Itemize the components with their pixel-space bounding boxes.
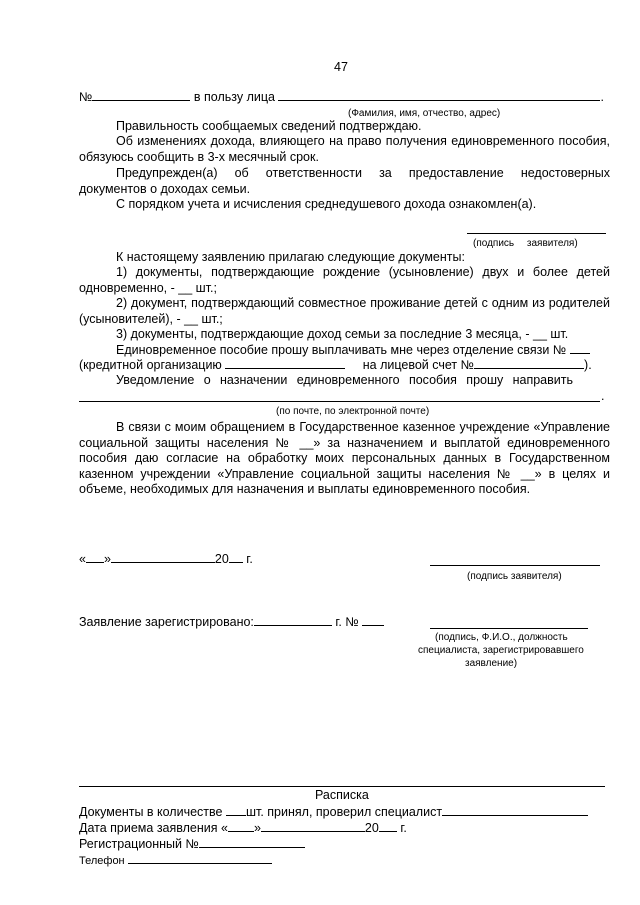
docs-accepted-label: шт. принял, проверил специалист [245, 805, 443, 819]
applicant-signature-line-2[interactable] [430, 565, 600, 566]
attachment-item-1: 1) документы, подтверждающие рождение (усыновление) двух и более детей одновременно, - __ шт.; [79, 265, 610, 295]
notify-method-field[interactable] [79, 401, 600, 402]
account-label: на лицевой счет № [362, 358, 475, 372]
registration-line [79, 614, 384, 630]
name-caption: (Фамилия, имя, отчество, адрес) [348, 108, 501, 119]
credit-org-line [79, 357, 592, 373]
attachment-item-2: 2) документ, подтверждающий совместное проживание детей с одним из родителей (усыновителей), - __ шт.; [79, 296, 610, 326]
registration-label: Заявление зарегистрировано: [79, 615, 254, 629]
in-favor-label: в пользу лица [193, 90, 275, 104]
day-field[interactable] [86, 551, 104, 563]
registration-number-field[interactable] [362, 614, 384, 626]
recipient-name-field[interactable] [278, 89, 600, 101]
receipt-date-close-quote: » [253, 821, 261, 835]
registration-number-label: г. № [335, 615, 359, 629]
notify-caption: (по почте, по электронной почте) [276, 406, 430, 417]
credit-org-label: (кредитной организацию [79, 358, 222, 372]
registration-date-field[interactable] [254, 614, 332, 626]
date-close-quote: » [103, 552, 111, 566]
phone-label: Телефон [79, 855, 125, 867]
specialist-caption-3: заявление) [465, 658, 518, 669]
month-field[interactable] [111, 551, 215, 563]
year-prefix: 20 [214, 552, 229, 566]
applicant-signature-caption-2: (подпись заявителя) [467, 571, 562, 582]
application-number-field[interactable] [92, 89, 190, 101]
receipt-month-field[interactable] [261, 820, 365, 832]
post-office-number-field[interactable] [570, 342, 590, 354]
specialist-signature-line[interactable] [430, 628, 588, 629]
receipt-title: Расписка [315, 788, 369, 802]
receipt-phone-line [79, 852, 272, 869]
page-number: 47 [334, 60, 348, 74]
year-suffix: г. [246, 552, 253, 566]
applicant-signature-caption-1: (подпись заявителя) [473, 238, 578, 249]
phone-field[interactable] [128, 852, 272, 864]
receipt-year-field[interactable] [379, 820, 397, 832]
statement-income-changes: Об изменениях дохода, влияющего на право получения единовременного пособия, обязуюсь сообщить в 3-х месячный срок. [79, 134, 610, 164]
reg-number-label: Регистрационный № [79, 837, 199, 851]
account-number-field[interactable] [474, 357, 584, 369]
docs-count-field[interactable] [226, 804, 246, 816]
statement-responsibility: Предупрежден(а) об ответственности за предоставление недостоверных документов о доходах семьи. [79, 166, 610, 196]
payment-line [116, 342, 590, 358]
receipt-date-line [79, 820, 407, 836]
year-field[interactable] [229, 551, 243, 563]
receipt-year-suffix: г. [400, 821, 407, 835]
notify-text: Уведомление о назначении единовременного пособия прошу направить [116, 373, 573, 387]
account-close: ). [584, 358, 592, 372]
specialist-caption-2: специалиста, зарегистрировавшего [418, 645, 584, 656]
recipient-line [79, 89, 604, 105]
specialist-caption-1: (подпись, Ф.И.О., должность [435, 632, 568, 643]
receipt-year-prefix: 20 [364, 821, 379, 835]
statement-acquainted: С порядком учета и исчисления среднедушевого дохода ознакомлен(а). [116, 197, 537, 211]
reg-number-field[interactable] [199, 836, 305, 848]
attachments-intro: К настоящему заявлению прилагаю следующие документы: [116, 250, 465, 264]
specialist-name-field[interactable] [442, 804, 588, 816]
receipt-docs-line [79, 804, 588, 820]
receipt-day-field[interactable] [228, 820, 254, 832]
number-label: № [79, 90, 93, 104]
payment-text: Единовременное пособие прошу выплачивать мне через отделение связи № [116, 343, 567, 357]
application-date-line [79, 551, 253, 567]
statement-accuracy: Правильность сообщаемых сведений подтверждаю. [116, 119, 422, 133]
line-end: . [600, 90, 604, 104]
receipt-reg-line [79, 836, 305, 852]
receipt-date-label: Дата приема заявления « [79, 821, 228, 835]
notify-end: . [601, 389, 605, 403]
date-open-quote: « [79, 552, 86, 566]
attachment-item-3: 3) документы, подтверждающие доход семьи за последние 3 месяца, - __ шт. [116, 327, 569, 341]
receipt-divider [79, 786, 605, 787]
applicant-signature-line-1[interactable] [467, 233, 606, 234]
docs-count-label: Документы в количестве [79, 805, 223, 819]
credit-org-field[interactable] [225, 357, 345, 369]
consent-paragraph: В связи с моим обращением в Государственное казенное учреждение «Управление социальной защиты населения № __» за назначением и выплатой единовременного пособия даю согласие на обработку моих персональных данных в Государственном казенном учреждении «Управление социальной защиты населения № __» в целях и объеме, необходимых для назначения и выплаты единовременного пособия. [79, 420, 610, 496]
